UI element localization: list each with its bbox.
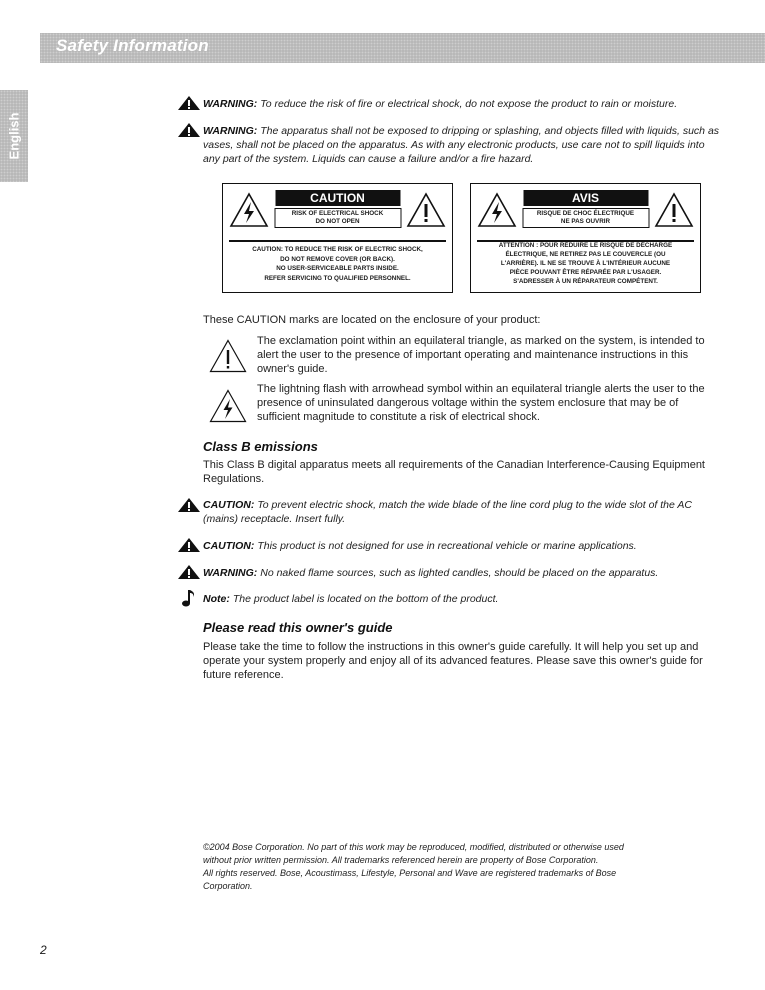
lightning-triangle-icon — [477, 192, 517, 228]
caution-icon — [177, 497, 201, 513]
language-label: English — [6, 112, 22, 160]
class-b-heading: Class B emissions — [203, 439, 318, 454]
avis-body-line: ÉLECTRIQUE, NE RETIREZ PAS LE COUVERCLE (OU — [505, 251, 666, 258]
avis-body-line: PIÈCE POUVANT ÊTRE RÉPARÉE PAR L'USAGER. — [509, 269, 662, 276]
warning-notice-2 — [203, 124, 723, 166]
caution-body-line: CAUTION: TO REDUCE THE RISK OF ELECTRIC SHOCK, — [252, 246, 423, 253]
avis-title: AVIS — [523, 190, 648, 206]
caution-body-line: DO NOT REMOVE COVER (OR BACK). — [280, 255, 395, 263]
note-lead: Note: — [203, 593, 230, 605]
caution-sub-line: DO NOT OPEN — [315, 218, 360, 225]
lightning-triangle-icon — [209, 389, 247, 423]
caution-body-line: NO USER-SERVICEABLE PARTS INSIDE. — [276, 265, 399, 272]
page-title: Safety Information — [56, 36, 209, 55]
warning-icon — [177, 564, 201, 580]
warning-icon — [177, 122, 201, 138]
copyright-notice — [203, 841, 723, 893]
caution-subtitle — [274, 208, 401, 228]
warning-lead: WARNING: — [203, 567, 258, 579]
marks-intro: These CAUTION marks are located on the enclosure of your product: — [203, 314, 541, 326]
caution-lead: CAUTION: — [203, 499, 255, 511]
caution-lead: CAUTION: — [203, 540, 255, 552]
avis-subtitle — [522, 208, 649, 228]
warning-icon — [177, 95, 201, 111]
warning-text: The apparatus shall not be exposed to dripping or splashing, and objects filled with liquids, such as vases, shall not be placed on the apparatus. As with any electronic products, use care not to spill liquids into any part of the system. Liquids can cause a failure and/or a fire hazard. — [203, 125, 720, 165]
note-notice — [203, 592, 723, 606]
copyright-line: Corporation. — [203, 881, 253, 891]
caution-text: This product is not designed for use in recreational vehicle or marine applications. — [257, 540, 637, 552]
exclamation-triangle-icon — [654, 192, 694, 228]
caution-notice-1 — [203, 498, 723, 526]
avis-body — [479, 241, 692, 286]
avis-body-line: ATTENTION : POUR RÉDUIRE LE RISQUE DE DÉCHARGE — [498, 242, 673, 249]
caution-label-box — [222, 183, 453, 293]
exclamation-triangle-icon — [209, 339, 247, 373]
music-note-icon — [180, 588, 198, 608]
caution-icon — [177, 537, 201, 553]
header-bar — [40, 33, 765, 63]
avis-body-line: L'ARRIÈRE). IL NE SE TROUVE À L'INTÉRIEUR AUCUNE — [500, 260, 671, 267]
avis-body-line: S'ADRESSER À UN RÉPARATEUR COMPÉTENT. — [513, 278, 658, 285]
avis-sub-line: RISQUE DE CHOC ÉLECTRIQUE — [536, 210, 635, 217]
copyright-line: ©2004 Bose Corporation. No part of this work may be reproduced, modified, distributed or otherwise used — [203, 842, 624, 852]
owners-guide-heading: Please read this owner's guide — [203, 620, 393, 635]
owners-guide-text: Please take the time to follow the instructions in this owner's guide carefully. It will help you set up and operate your system properly and enjoy all of its advanced features. Please save this owner's guide for future reference. — [203, 641, 703, 681]
avis-label-box — [470, 183, 701, 293]
caution-sub-line: RISK OF ELECTRICAL SHOCK — [291, 210, 384, 217]
exclamation-triangle-icon — [406, 192, 446, 228]
caution-title: CAUTION — [275, 190, 400, 206]
class-b-text: This Class B digital apparatus meets all requirements of the Canadian Interference-Causing Equipment Regulations. — [203, 459, 705, 485]
caution-body — [231, 245, 444, 283]
exclamation-description: The exclamation point within an equilateral triangle, as marked on the system, is intended to alert the user to the presence of important operating and maintenance instructions in this owner's guide. — [257, 335, 705, 375]
warning-lead: WARNING: — [203, 125, 258, 137]
lightning-description: The lightning flash with arrowhead symbol within an equilateral triangle alerts the user to the presence of uninsulated dangerous voltage within the system enclosure that may be of sufficient magnitude to constitute a risk of electrical shock. — [257, 383, 705, 423]
avis-sub-line: NE PAS OUVRIR — [560, 218, 611, 225]
warning-text: To reduce the risk of fire or electrical shock, do not expose the product to rain or moisture. — [260, 98, 678, 110]
divider — [229, 240, 446, 242]
note-text: The product label is located on the bottom of the product. — [232, 593, 499, 605]
warning-notice-1 — [203, 97, 723, 111]
caution-body-line: REFER SERVICING TO QUALIFIED PERSONNEL. — [264, 274, 411, 282]
copyright-line: without prior written permission. All trademarks referenced herein are property of Bose Corporation. — [203, 855, 599, 865]
lightning-triangle-icon — [229, 192, 269, 228]
warning-text: No naked flame sources, such as lighted candles, should be placed on the apparatus. — [260, 567, 659, 579]
caution-text: To prevent electric shock, match the wide blade of the line cord plug to the wide slot of the AC (mains) receptacle. Insert fully. — [203, 499, 692, 525]
copyright-line: All rights reserved. Bose, Acoustimass, Lifestyle, Personal and Wave are registered trademarks of Bose — [203, 868, 617, 878]
warning-lead: WARNING: — [203, 98, 258, 110]
language-tab — [0, 90, 28, 182]
caution-notice-2 — [203, 539, 723, 553]
page-number: 2 — [40, 943, 47, 957]
warning-notice-3 — [203, 566, 723, 580]
